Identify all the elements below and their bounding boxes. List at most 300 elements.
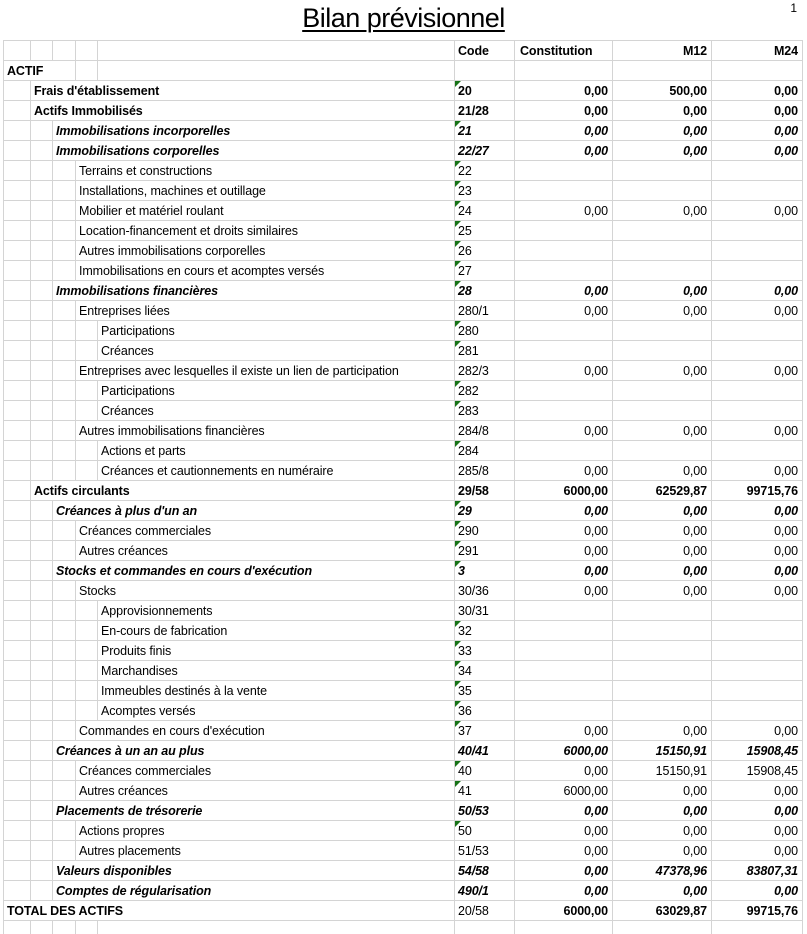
m12-header-cell[interactable] [612,41,711,60]
m12-cell[interactable] [612,921,711,934]
code-cell[interactable] [454,461,514,480]
indent-cell[interactable] [31,421,53,440]
code-cell[interactable] [454,201,514,220]
m12-cell[interactable]: 0,00 [612,881,711,900]
indent-cell[interactable] [53,181,76,200]
m24-cell[interactable]: 15908,45 [711,741,802,760]
indent-cell[interactable] [31,921,53,934]
indent-cell[interactable] [31,201,53,220]
code-cell[interactable] [454,741,514,760]
indent-cell[interactable] [31,161,53,180]
indent-cell[interactable] [76,401,98,420]
indent-cell[interactable] [53,681,76,700]
indent-cell[interactable] [31,141,53,160]
code-cell[interactable] [454,181,514,200]
indent-cell[interactable] [31,881,53,900]
m24-cell[interactable]: 83807,31 [711,861,802,880]
m12-cell[interactable] [612,321,711,340]
m24-cell[interactable] [711,681,802,700]
m24-cell[interactable]: 0,00 [711,821,802,840]
code-cell[interactable] [454,561,514,580]
m12-cell[interactable] [612,261,711,280]
m12-cell[interactable] [612,441,711,460]
indent-cell[interactable] [76,921,98,934]
indent-cell[interactable] [4,861,31,880]
indent-cell[interactable] [4,701,31,720]
indent-cell[interactable] [53,641,76,660]
code-cell[interactable] [454,301,514,320]
label-cell[interactable]: Créances [101,344,154,358]
code-cell[interactable] [454,901,514,920]
indent-cell[interactable] [53,201,76,220]
indent-cell[interactable] [31,621,53,640]
indent-cell[interactable] [31,701,53,720]
label-cell[interactable]: Créances commerciales [79,524,211,538]
label-cell[interactable]: Approvisionnements [101,604,213,618]
indent-cell[interactable] [31,681,53,700]
code-cell[interactable] [454,921,514,934]
constitution-cell[interactable] [514,321,612,340]
m24-cell[interactable] [711,601,802,620]
m12-cell[interactable] [612,401,711,420]
constitution-cell[interactable] [514,241,612,260]
indent-cell[interactable] [4,601,31,620]
m12-cell[interactable]: 0,00 [612,121,711,140]
indent-cell[interactable] [4,181,31,200]
m24-cell[interactable] [711,161,802,180]
indent-cell[interactable] [31,221,53,240]
indent-cell[interactable] [31,301,53,320]
m24-cell[interactable] [711,641,802,660]
indent-cell[interactable] [53,521,76,540]
m24-header-cell[interactable] [711,41,802,60]
indent-cell[interactable] [31,821,53,840]
code-cell[interactable] [454,221,514,240]
m24-cell[interactable]: 0,00 [711,461,802,480]
m12-cell[interactable] [612,641,711,660]
constitution-cell[interactable] [514,661,612,680]
indent-cell[interactable] [4,461,31,480]
code-cell[interactable] [454,801,514,820]
code-cell[interactable] [454,241,514,260]
indent-cell[interactable] [4,401,31,420]
label-cell[interactable]: Valeurs disponibles [56,864,172,878]
indent-cell[interactable] [4,641,31,660]
code-cell[interactable] [454,641,514,660]
m24-cell[interactable]: 0,00 [711,561,802,580]
m12-cell[interactable] [612,241,711,260]
indent-cell[interactable] [53,821,76,840]
constitution-cell[interactable] [514,601,612,620]
indent-cell[interactable] [31,381,53,400]
code-cell[interactable] [454,281,514,300]
code-cell[interactable] [454,841,514,860]
indent-cell[interactable] [76,41,98,60]
code-cell[interactable] [454,601,514,620]
constitution-cell[interactable]: 0,00 [514,461,612,480]
code-cell[interactable] [454,441,514,460]
indent-cell[interactable] [76,381,98,400]
label-cell[interactable]: Mobilier et matériel roulant [79,204,224,218]
constitution-cell[interactable]: 0,00 [514,761,612,780]
constitution-cell[interactable]: 0,00 [514,581,612,600]
indent-cell[interactable] [31,361,53,380]
indent-cell[interactable] [53,361,76,380]
indent-cell[interactable] [53,601,76,620]
constitution-cell[interactable]: 0,00 [514,541,612,560]
label-cell[interactable]: Actions propres [79,824,165,838]
code-cell[interactable] [454,421,514,440]
indent-cell[interactable] [31,521,53,540]
constitution-cell[interactable]: 0,00 [514,821,612,840]
constitution-cell[interactable] [514,161,612,180]
code-cell[interactable] [454,681,514,700]
indent-cell[interactable] [4,121,31,140]
m24-cell[interactable] [711,401,802,420]
code-header-cell[interactable] [454,41,514,60]
label-cell[interactable]: Immeubles destinés à la vente [101,684,267,698]
m12-cell[interactable]: 0,00 [612,521,711,540]
label-cell[interactable]: Placements de trésorerie [56,804,203,818]
indent-cell[interactable] [53,261,76,280]
indent-cell[interactable] [76,681,98,700]
label-cell[interactable]: Commandes en cours d'exécution [79,724,265,738]
label-cell[interactable]: Actifs circulants [34,484,130,498]
label-cell[interactable]: Produits finis [101,644,172,658]
indent-cell[interactable] [4,381,31,400]
label-cell[interactable]: Actifs Immobilisés [34,104,143,118]
code-cell[interactable] [454,521,514,540]
indent-cell[interactable] [4,241,31,260]
label-cell[interactable]: Créances [101,404,154,418]
label-cell[interactable]: Immobilisations en cours et acomptes versés [79,264,325,278]
constitution-cell[interactable] [514,641,612,660]
code-cell[interactable] [454,821,514,840]
indent-cell[interactable] [76,61,98,80]
constitution-cell[interactable] [514,381,612,400]
constitution-cell[interactable]: 0,00 [514,121,612,140]
indent-cell[interactable] [31,661,53,680]
constitution-cell[interactable]: 0,00 [514,141,612,160]
indent-cell[interactable] [76,641,98,660]
code-cell[interactable] [454,481,514,500]
indent-cell[interactable] [4,41,31,60]
label-cell[interactable]: Participations [101,384,175,398]
constitution-cell[interactable] [514,681,612,700]
indent-cell[interactable] [4,801,31,820]
m24-cell[interactable]: 0,00 [711,801,802,820]
m24-cell[interactable]: 0,00 [711,281,802,300]
m12-cell[interactable]: 0,00 [612,461,711,480]
label-overflow-cell[interactable] [98,61,454,80]
constitution-cell[interactable] [514,701,612,720]
constitution-cell[interactable] [514,621,612,640]
constitution-cell[interactable] [514,341,612,360]
m12-cell[interactable]: 15150,91 [612,741,711,760]
indent-cell[interactable] [76,661,98,680]
label-cell[interactable]: Créances et cautionnements en numéraire [101,464,334,478]
indent-cell[interactable] [53,921,76,934]
m12-cell[interactable]: 0,00 [612,301,711,320]
m24-cell[interactable]: 0,00 [711,301,802,320]
label-cell[interactable]: TOTAL DES ACTIFS [7,904,123,918]
indent-cell[interactable] [31,261,53,280]
label-cell[interactable]: Stocks [79,584,116,598]
m24-cell[interactable]: 0,00 [711,81,802,100]
m12-cell[interactable] [612,701,711,720]
m24-cell[interactable]: 15908,45 [711,761,802,780]
indent-cell[interactable] [53,621,76,640]
indent-cell[interactable] [76,321,98,340]
constitution-cell[interactable]: 0,00 [514,861,612,880]
m12-cell[interactable]: 0,00 [612,101,711,120]
m12-cell[interactable]: 0,00 [612,561,711,580]
indent-cell[interactable] [4,101,31,120]
m12-cell[interactable]: 63029,87 [612,901,711,920]
code-cell[interactable] [454,141,514,160]
code-cell[interactable] [454,81,514,100]
label-cell[interactable]: Autres créances [79,784,168,798]
indent-cell[interactable] [31,801,53,820]
indent-cell[interactable] [53,41,76,60]
m12-cell[interactable]: 500,00 [612,81,711,100]
m24-cell[interactable] [711,261,802,280]
indent-cell[interactable] [31,121,53,140]
indent-cell[interactable] [4,161,31,180]
label-cell[interactable]: Entreprises avec lesquelles il existe un lien de participation [79,364,399,378]
indent-cell[interactable] [4,261,31,280]
m24-cell[interactable]: 0,00 [711,501,802,520]
constitution-cell[interactable]: 0,00 [514,801,612,820]
code-cell[interactable] [454,101,514,120]
code-cell[interactable] [454,581,514,600]
m24-cell[interactable] [711,221,802,240]
code-cell[interactable] [454,861,514,880]
label-cell[interactable]: Immobilisations corporelles [56,144,220,158]
label-cell[interactable]: Actions et parts [101,444,186,458]
indent-cell[interactable] [53,321,76,340]
m12-cell[interactable] [612,341,711,360]
indent-cell[interactable] [4,501,31,520]
indent-cell[interactable] [4,581,31,600]
constitution-cell[interactable]: 0,00 [514,101,612,120]
label-cell[interactable]: Terrains et constructions [79,164,212,178]
indent-cell[interactable] [53,701,76,720]
m24-cell[interactable]: 0,00 [711,881,802,900]
code-cell[interactable] [454,321,514,340]
m24-cell[interactable]: 0,00 [711,781,802,800]
m24-cell[interactable]: 0,00 [711,121,802,140]
m24-cell[interactable]: 0,00 [711,421,802,440]
constitution-cell[interactable] [514,261,612,280]
m24-cell[interactable]: 0,00 [711,201,802,220]
constitution-cell[interactable]: 0,00 [514,721,612,740]
indent-cell[interactable] [31,41,53,60]
constitution-cell[interactable]: 6000,00 [514,741,612,760]
indent-cell[interactable] [53,241,76,260]
indent-cell[interactable] [53,761,76,780]
m24-cell[interactable] [711,181,802,200]
code-cell[interactable] [454,61,514,80]
code-cell[interactable] [454,701,514,720]
indent-cell[interactable] [4,221,31,240]
m24-cell[interactable] [711,441,802,460]
indent-cell[interactable] [4,361,31,380]
code-cell[interactable] [454,621,514,640]
m12-cell[interactable]: 0,00 [612,721,711,740]
label-cell[interactable]: Autres placements [79,844,181,858]
label-cell[interactable]: Autres immobilisations corporelles [79,244,266,258]
indent-cell[interactable] [4,681,31,700]
label-cell[interactable]: Marchandises [101,664,178,678]
code-cell[interactable] [454,661,514,680]
indent-cell[interactable] [31,561,53,580]
m12-cell[interactable]: 15150,91 [612,761,711,780]
indent-cell[interactable] [31,761,53,780]
constitution-cell[interactable]: 0,00 [514,201,612,220]
label-cell[interactable]: Location-financement et droits similaires [79,224,298,238]
indent-cell[interactable] [31,501,53,520]
m12-cell[interactable]: 0,00 [612,541,711,560]
label-cell[interactable]: Participations [101,324,175,338]
constitution-cell[interactable]: 6000,00 [514,781,612,800]
m24-cell[interactable] [711,921,802,934]
m12-cell[interactable]: 0,00 [612,501,711,520]
indent-cell[interactable] [53,421,76,440]
m24-cell[interactable] [711,61,802,80]
indent-cell[interactable] [31,781,53,800]
code-cell[interactable] [454,781,514,800]
constitution-cell[interactable]: 0,00 [514,281,612,300]
constitution-cell[interactable]: 0,00 [514,841,612,860]
code-cell[interactable] [454,401,514,420]
m12-cell[interactable]: 0,00 [612,821,711,840]
indent-cell[interactable] [31,181,53,200]
indent-cell[interactable] [53,341,76,360]
constitution-cell[interactable] [514,181,612,200]
label-cell[interactable]: En-cours de fabrication [101,624,228,638]
m12-cell[interactable]: 62529,87 [612,481,711,500]
label-cell[interactable]: Autres immobilisations financières [79,424,265,438]
indent-cell[interactable] [53,301,76,320]
indent-cell[interactable] [53,381,76,400]
indent-cell[interactable] [4,781,31,800]
m12-cell[interactable]: 0,00 [612,361,711,380]
indent-cell[interactable] [4,621,31,640]
m24-cell[interactable] [711,381,802,400]
constitution-cell[interactable]: 0,00 [514,501,612,520]
label-cell[interactable]: Autres créances [79,544,168,558]
label-cell[interactable] [98,921,454,934]
indent-cell[interactable] [53,541,76,560]
indent-cell[interactable] [4,301,31,320]
indent-cell[interactable] [4,561,31,580]
m24-cell[interactable]: 0,00 [711,101,802,120]
indent-cell[interactable] [4,921,31,934]
code-cell[interactable] [454,541,514,560]
m12-cell[interactable]: 0,00 [612,281,711,300]
constitution-cell[interactable]: 0,00 [514,361,612,380]
indent-cell[interactable] [4,141,31,160]
indent-cell[interactable] [4,81,31,100]
m12-cell[interactable] [612,661,711,680]
indent-cell[interactable] [4,721,31,740]
indent-cell[interactable] [53,721,76,740]
indent-cell[interactable] [31,321,53,340]
indent-cell[interactable] [4,841,31,860]
constitution-cell[interactable] [514,921,612,934]
indent-cell[interactable] [4,321,31,340]
m12-cell[interactable]: 0,00 [612,581,711,600]
description-header-cell[interactable] [98,41,454,60]
indent-cell[interactable] [31,441,53,460]
indent-cell[interactable] [53,781,76,800]
m12-cell[interactable]: 0,00 [612,421,711,440]
m24-cell[interactable]: 0,00 [711,541,802,560]
m24-cell[interactable]: 99715,76 [711,481,802,500]
m12-cell[interactable] [612,601,711,620]
indent-cell[interactable] [53,441,76,460]
code-cell[interactable] [454,761,514,780]
m12-cell[interactable] [612,161,711,180]
constitution-cell[interactable]: 0,00 [514,561,612,580]
indent-cell[interactable] [4,441,31,460]
code-cell[interactable] [454,361,514,380]
label-cell[interactable]: Immobilisations financières [56,284,218,298]
m24-cell[interactable]: 0,00 [711,581,802,600]
m12-cell[interactable] [612,181,711,200]
constitution-cell[interactable] [514,401,612,420]
label-cell[interactable]: Immobilisations incorporelles [56,124,231,138]
indent-cell[interactable] [31,861,53,880]
indent-cell[interactable] [4,741,31,760]
indent-cell[interactable] [76,441,98,460]
label-cell[interactable]: Créances commerciales [79,764,211,778]
indent-cell[interactable] [4,881,31,900]
indent-cell[interactable] [31,641,53,660]
code-cell[interactable] [454,381,514,400]
constitution-header-cell[interactable] [514,41,612,60]
indent-cell[interactable] [31,741,53,760]
indent-cell[interactable] [4,341,31,360]
indent-cell[interactable] [53,161,76,180]
m24-cell[interactable]: 0,00 [711,361,802,380]
code-cell[interactable] [454,501,514,520]
m24-cell[interactable] [711,701,802,720]
indent-cell[interactable] [4,281,31,300]
code-cell[interactable] [454,341,514,360]
label-cell[interactable]: Installations, machines et outillage [79,184,266,198]
constitution-cell[interactable]: 6000,00 [514,481,612,500]
indent-cell[interactable] [31,281,53,300]
indent-cell[interactable] [31,401,53,420]
indent-cell[interactable] [4,481,31,500]
indent-cell[interactable] [53,841,76,860]
indent-cell[interactable] [53,221,76,240]
m12-cell[interactable] [612,621,711,640]
m24-cell[interactable] [711,241,802,260]
code-cell[interactable] [454,261,514,280]
m12-cell[interactable]: 0,00 [612,841,711,860]
code-cell[interactable] [454,881,514,900]
indent-cell[interactable] [4,201,31,220]
m24-cell[interactable] [711,321,802,340]
indent-cell[interactable] [4,421,31,440]
indent-cell[interactable] [4,661,31,680]
m12-cell[interactable]: 0,00 [612,141,711,160]
label-cell[interactable]: Créances à un an au plus [56,744,205,758]
code-cell[interactable] [454,121,514,140]
